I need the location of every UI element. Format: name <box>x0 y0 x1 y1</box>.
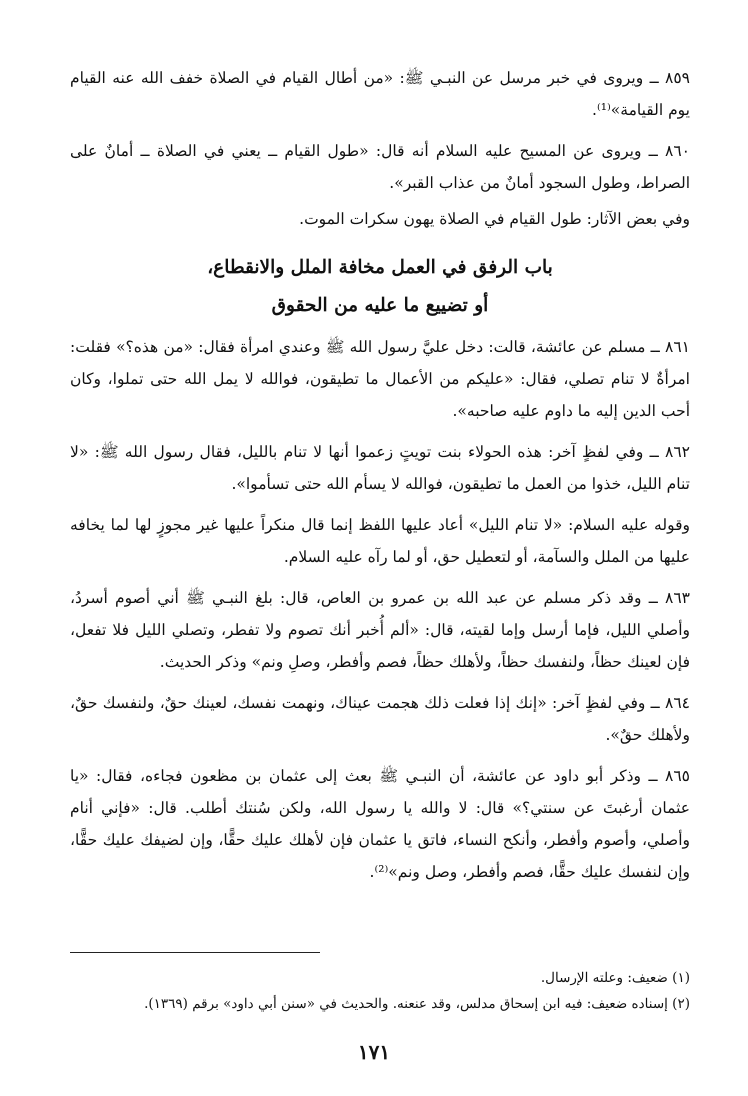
hadith-861: ٨٦١ ــ مسلم عن عائشة، قالت: دخل عليَّ رسول الله ﷺ وعندي امرأة فقال: «من هذه؟» فقلت: امرأةٌ لا تنام تصلي، فقال: «عليكم من الأعمال ما تطيقون، فوالله لا يمل الله حتى تملوا، وكان أحب الدين إليه ما داوم عليه صاحبه». <box>70 338 690 420</box>
chapter-heading-line-1: باب الرفق في العمل مخافة الملل والانقطاع، <box>207 257 553 278</box>
athar-note: وفي بعض الآثار: طول القيام في الصلاة يهون سكرات الموت. <box>299 210 690 228</box>
page-number: ١٧١ <box>357 1040 391 1064</box>
footnote-2: (٢) إسناده ضعيف: فيه ابن إسحاق مدلس، وقد عنعنه. والحديث في «سنن أبي داود» برقم (١٣٦٩). <box>144 996 690 1012</box>
hadith-863: ٨٦٣ ــ وقد ذكر مسلم عن عبد الله بن عمرو بن العاص، قال: بلغ النبـي ﷺ أني أصوم أسردُ، وأصلي الليل، فإما أرسل وإما لقيته، قال: «ألم أُخبر أنك تصوم ولا تفطر، وتصلي الليل فلا تفعل، فإن لعينك حظاً، ولنفسك حظاً، ولأهلك حظاً، فصم وأفطر، وصلِ ونم» وذكر الحديث. <box>70 589 690 671</box>
hadith-864: ٨٦٤ ــ وفي لفظٍ آخر: «إنك إذا فعلت ذلك هجمت عيناك، ونهمت نفسك، لعينك حقٌ، ولنفسك حقٌ، ولأهلك حقٌ». <box>70 694 690 744</box>
hadith-862: ٨٦٢ ــ وفي لفظٍ آخر: هذه الحولاء بنت تويتٍ زعموا أنها لا تنام بالليل، فقال رسول الله ﷺ: «لا تنام الليل، خذوا من العمل ما تطيقون، فوالله لا يسأم الله حتى تسأموا». <box>70 443 690 493</box>
footnote-1: (١) ضعيف: وعلته الإرسال. <box>540 970 690 986</box>
chapter-heading <box>70 249 690 325</box>
main-text <box>70 62 690 897</box>
commentary-paragraph: وقوله عليه السلام: «لا تنام الليل» أعاد عليها اللفظ إنما قال منكراً عليها غير مجوزٍ لها لما يخافه عليها من الملل والسآمة، أو لتعطيل حق، أو لما رآه عليه السلام. <box>70 516 690 566</box>
hadith-860: ٨٦٠ ــ ويروى عن المسيح عليه السلام أنه قال: «طول القيام ــ يعني في الصلاة ــ أمانٌ على الصراط، وطول السجود أمانٌ من عذاب القبر». <box>70 142 690 192</box>
footnotes <box>70 952 690 1017</box>
footnote-divider <box>70 952 320 953</box>
hadith-865: ٨٦٥ ــ وذكر أبو داود عن عائشة، أن النبـي ﷺ بعث إلى عثمان بن مظعون فجاءه، فقال: «يا عثمان أرغبتَ عن سنتي؟» قال: لا والله يا رسول الله، ولكن سُنتك أطلب. قال: «فإني أنام وأصلي، وأصوم وأفطر، وأنكح النساء، فاتق يا عثمان فإن لأهلك عليك حقًّا، وإن لضيفك عليك حقًّا، وإن لنفسك عليك حقًّا، فصم وأفطر، وصل ونم»⁽²⁾. <box>70 767 690 881</box>
hadith-859: ٨٥٩ ــ ويروى في خبر مرسل عن النبـي ﷺ: «من أطال القيام في الصلاة خفف الله عنه القيام يوم القيامة»⁽¹⁾. <box>70 69 690 119</box>
chapter-heading-line-2: أو تضييع ما عليه من الحقوق <box>271 295 489 316</box>
